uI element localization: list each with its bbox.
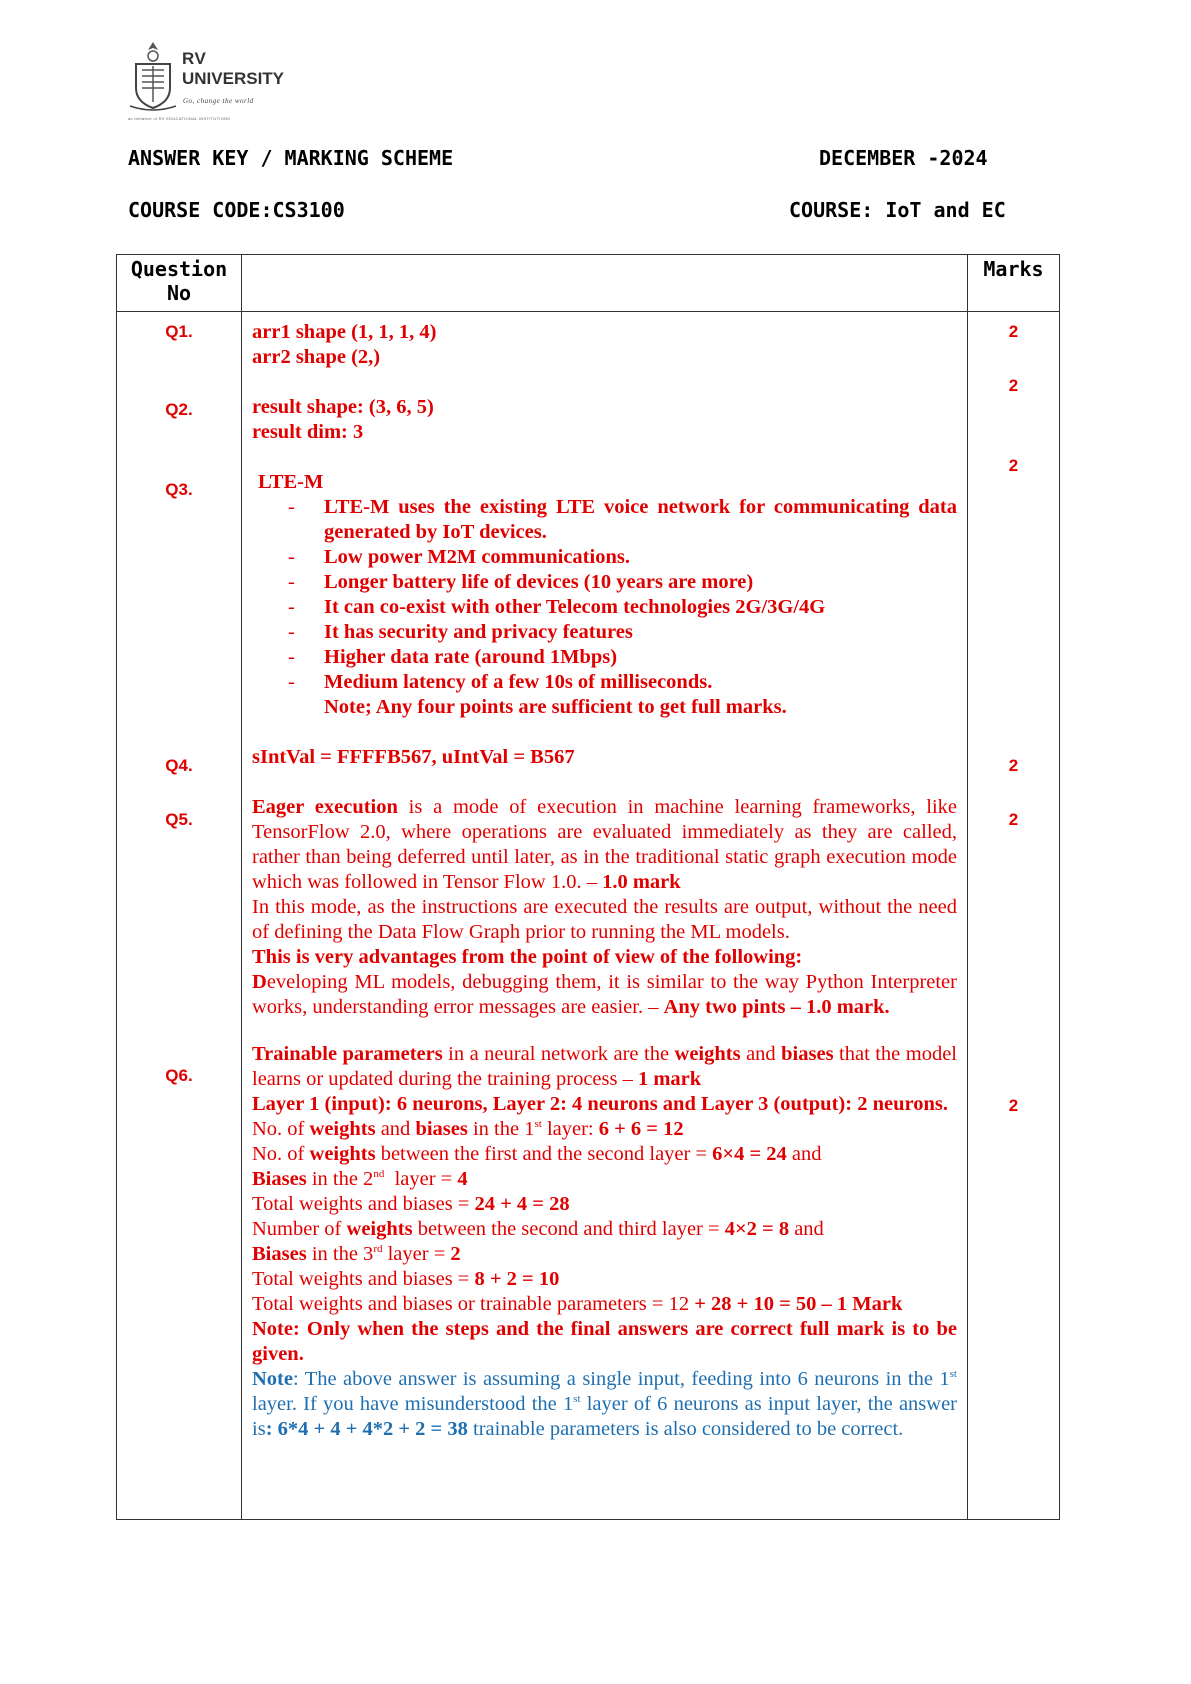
q5-text: eveloping ML models, debugging them, it is similar to the way Python Interpreter works, understanding error messages are easier. –	[252, 971, 957, 1018]
q6-text: in a neural network are the	[442, 1043, 675, 1065]
answer-column	[242, 312, 968, 1520]
marks-header: Marks	[968, 255, 1060, 312]
answer-header	[242, 255, 968, 312]
q2-answer	[252, 395, 957, 445]
question-label: Q2.	[165, 400, 193, 419]
q6-text: Total weights and biases =	[252, 1193, 475, 1215]
question-label: Q4.	[165, 756, 193, 775]
q6-text: trainable parameters is also considered to be correct.	[467, 1418, 904, 1440]
q6-sup: nd	[373, 1168, 385, 1181]
q6-bold: weights	[309, 1143, 376, 1165]
q4-line: sIntVal = FFFFB567, uIntVal = B567	[252, 746, 575, 768]
q6-line	[252, 1142, 957, 1167]
university-logo	[128, 40, 288, 122]
q5-subheading: This is very advantages from the point of view of the following:	[252, 946, 803, 968]
q6-bold: Biases	[252, 1243, 307, 1265]
q3-point-list	[252, 495, 957, 695]
q6-text: Total weights and biases or trainable parameters = 12	[252, 1293, 695, 1315]
q6-line	[252, 1267, 957, 1292]
q6-bold: weights	[674, 1043, 741, 1065]
logo-fine-print: an initiative of RV EDUCATIONAL INSTITUTIONS	[128, 116, 231, 121]
q6-line	[252, 1192, 957, 1217]
q6-text: in the 3	[306, 1243, 374, 1265]
q6-text: that the model learns or updated during the training process –	[252, 1043, 957, 1090]
q5-term: Eager execution	[252, 796, 398, 818]
q6-text: in the 2	[306, 1168, 374, 1190]
q6-bold: : 6*4 + 4 + 4*2 + 2 = 38	[265, 1418, 468, 1440]
q5-paragraph: In this mode, as the instructions are executed the results are output, without the need of defining the Data Flow Graph prior to running the ML models.	[252, 896, 957, 943]
q4-answer	[252, 745, 957, 770]
q6-text: Number of	[252, 1218, 347, 1240]
q6-line	[252, 1217, 957, 1242]
q6-text: and	[375, 1118, 416, 1140]
q6-bold: biases	[781, 1043, 834, 1065]
list-item: - LTE-M uses the existing LTE voice network for communicating data generated by IoT devices.	[288, 495, 957, 545]
q6-bold: 24 + 4 = 28	[474, 1193, 570, 1215]
question-column	[117, 312, 242, 1520]
table-row	[117, 312, 1060, 1520]
q6-text: layer of 6 neurons as input layer, the answer is	[252, 1393, 958, 1440]
list-item: - Higher data rate (around 1Mbps)	[288, 645, 957, 670]
q6-text: : The above answer is assuming a single input, feeding into 6 neurons in the 1	[292, 1368, 950, 1390]
q6-text: layer =	[384, 1168, 458, 1190]
q6-line	[252, 1167, 957, 1192]
q6-answer	[252, 1042, 957, 1442]
q6-line: Layer 1 (input): 6 neurons, Layer 2: 4 neurons and Layer 3 (output): 2 neurons.	[252, 1093, 948, 1115]
q6-sup: st	[534, 1118, 542, 1131]
exam-date: DECEMBER -2024	[819, 146, 988, 170]
q3-heading: LTE-M	[258, 471, 324, 493]
q6-bold: Biases	[252, 1168, 307, 1190]
q6-bold: 8 + 2 = 10	[474, 1268, 560, 1290]
list-item: - It has security and privacy features	[288, 620, 957, 645]
marks-value: 2	[1008, 1096, 1019, 1115]
course-name: COURSE: IoT and EC	[789, 198, 1006, 222]
q6-text: and	[789, 1218, 824, 1240]
question-label: Q3.	[165, 480, 193, 499]
q6-text: and	[786, 1143, 822, 1165]
q6-bold: Trainable parameters	[252, 1043, 443, 1065]
q3-note: Note; Any four points are sufficient to get full marks.	[324, 696, 787, 718]
q1-answer	[252, 320, 957, 370]
q6-line	[252, 1042, 957, 1092]
q6-bold: Note	[252, 1368, 293, 1390]
list-item: - Longer battery life of devices (10 years are more)	[288, 570, 957, 595]
list-item: - Low power M2M communications.	[288, 545, 957, 570]
q6-text: layer =	[382, 1243, 451, 1265]
q5-mark: 1.0 mark	[602, 871, 681, 893]
question-no-header: Question No	[117, 255, 242, 312]
q1-line: arr2 shape (2,)	[252, 346, 381, 368]
q6-bold: 2	[450, 1243, 461, 1265]
list-item: - It can co-exist with other Telecom technologies 2G/3G/4G	[288, 595, 957, 620]
q2-line: result shape: (3, 6, 5)	[252, 396, 434, 418]
university-crest-icon	[128, 40, 178, 112]
marks-value: 2	[1008, 456, 1019, 475]
answer-table	[116, 254, 1060, 1520]
logo-name-line2: UNIVERSITY	[182, 69, 285, 88]
q5-paragraph	[252, 970, 957, 1020]
q5-dropcap: D	[252, 971, 267, 993]
q6-text: Total weights and biases =	[252, 1268, 475, 1290]
marks-value: 2	[1008, 810, 1019, 829]
q6-note: Note: Only when the steps and the final answers are correct full mark is to be given.	[252, 1318, 957, 1365]
table-header-row	[117, 255, 1060, 312]
q6-bold: 4	[457, 1168, 468, 1190]
q2-line: result dim: 3	[252, 421, 364, 443]
q6-text: between the second and third layer =	[412, 1218, 725, 1240]
q6-text: No. of	[252, 1118, 310, 1140]
q6-text: layer:	[541, 1118, 599, 1140]
marks-value: 2	[1008, 756, 1019, 775]
q6-sup: rd	[373, 1243, 383, 1256]
question-label: Q5.	[165, 810, 193, 829]
q6-text: between the first and the second layer =	[375, 1143, 713, 1165]
q6-sup: st	[949, 1368, 957, 1381]
marks-column	[968, 312, 1060, 1520]
q6-bold: weights	[346, 1218, 413, 1240]
q5-answer	[252, 795, 957, 1020]
q6-bold: 6×4 = 24	[712, 1143, 787, 1165]
q6-bold: biases	[415, 1118, 468, 1140]
q6-text: in the 1	[467, 1118, 535, 1140]
marks-value: 2	[1008, 322, 1019, 341]
marks-value: 2	[1008, 376, 1019, 395]
document-title: ANSWER KEY / MARKING SCHEME	[128, 146, 454, 170]
q1-line: arr1 shape (1, 1, 1, 4)	[252, 321, 437, 343]
q6-line	[252, 1117, 957, 1142]
q6-text: No. of	[252, 1143, 310, 1165]
q6-bold: + 28 + 10 = 50 – 1 Mark	[694, 1293, 903, 1315]
q6-text: and	[740, 1043, 782, 1065]
q6-bold: 6 + 6 = 12	[598, 1118, 684, 1140]
q6-bold: 4×2 = 8	[724, 1218, 790, 1240]
q5-text: is a mode of execution in machine learning frameworks, like TensorFlow 2.0, where operations are evaluated immediately as they are called, rather than being deferred until later, as in the traditional static graph execution mode which was followed in Tensor Flow 1.0. –	[252, 796, 958, 893]
logo-name-line1: RV	[182, 49, 207, 68]
q6-mark: 1 mark	[637, 1068, 702, 1090]
q6-line	[252, 1242, 957, 1267]
q6-alternate-note	[252, 1367, 957, 1442]
q5-paragraph	[252, 795, 957, 895]
q6-sup: st	[573, 1393, 581, 1406]
list-item: - Medium latency of a few 10s of milliseconds.	[288, 670, 957, 695]
question-label: Q1.	[165, 322, 193, 341]
q3-answer	[252, 470, 957, 720]
question-label: Q6.	[165, 1066, 193, 1085]
q6-bold: weights	[309, 1118, 376, 1140]
q5-mark: Any two pints – 1.0 mark.	[663, 996, 890, 1018]
q6-line	[252, 1292, 957, 1317]
q6-text: layer. If you have misunderstood the 1	[252, 1393, 574, 1415]
course-code: COURSE CODE:CS3100	[128, 198, 345, 222]
logo-tagline: Go, change the world	[183, 97, 254, 105]
